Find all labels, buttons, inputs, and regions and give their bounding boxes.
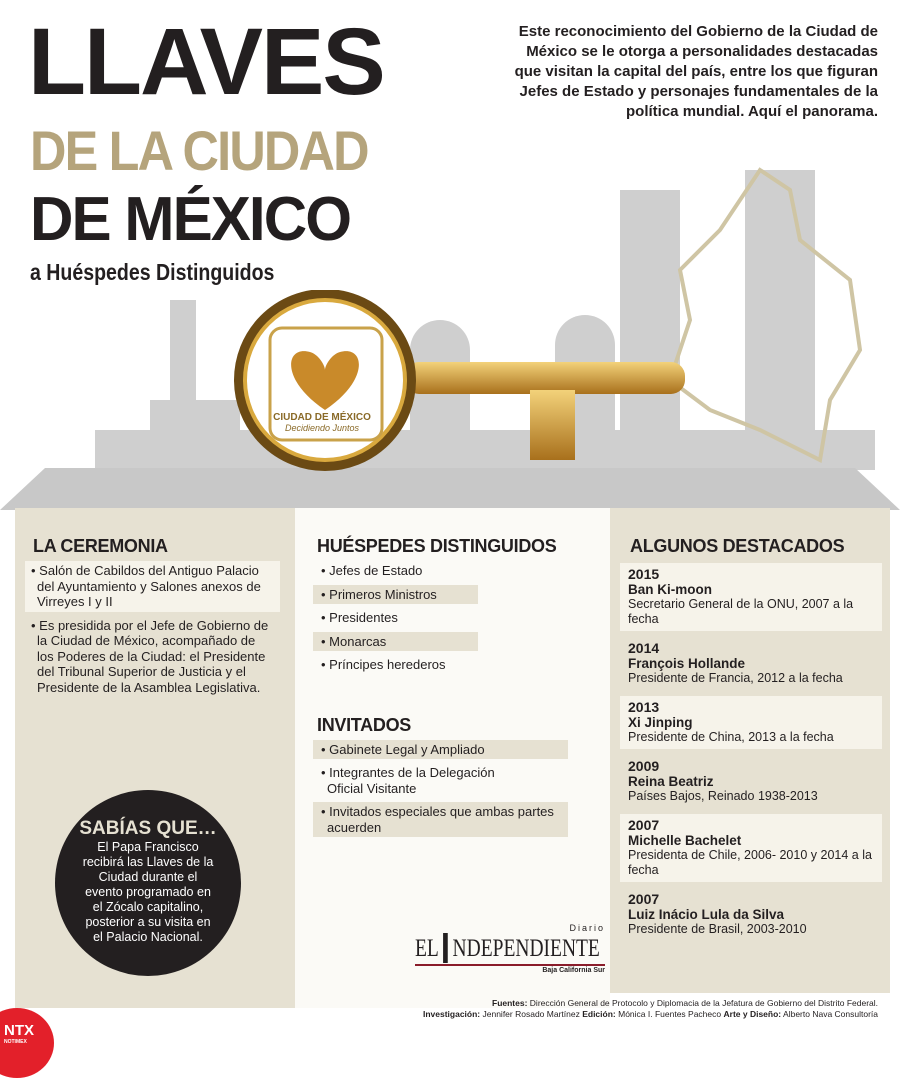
arte-label: Arte y Diseño: bbox=[723, 1009, 782, 1019]
destacado-item bbox=[620, 888, 882, 941]
huespedes-item-text: Presidentes bbox=[329, 610, 398, 625]
golden-key-illustration bbox=[230, 290, 710, 490]
destacado-year: 2013 bbox=[628, 699, 660, 715]
destacado-year: 2007 bbox=[628, 891, 660, 907]
destacado-name: Michelle Bachelet bbox=[628, 833, 742, 848]
huespedes-item-text: Primeros Ministros bbox=[329, 586, 437, 602]
invitados-item: • Invitados especiales que ambas partes acuerden bbox=[313, 802, 568, 837]
newspaper-name: NDEPENDIENTE bbox=[452, 935, 600, 962]
huespedes-panel bbox=[295, 508, 610, 1008]
destacado-name: Luiz Inácio Lula da Silva bbox=[628, 907, 785, 922]
intro-text: Este reconocimiento del Gobierno de la Ciudad de México se le otorga a personalidades destacadas que visitan la capital del país, entre los que figuran Jefes de Estado y personajes fundamentales de la política mundial. Aquí el panorama. bbox=[514, 23, 878, 120]
huespedes-item: • Presidentes bbox=[321, 610, 398, 625]
destacados-panel bbox=[610, 508, 890, 993]
invitados-heading: INVITADOS bbox=[317, 714, 411, 735]
huespedes-heading: HUÉSPEDES DISTINGUIDOS bbox=[317, 536, 557, 556]
notimex-logo bbox=[0, 1008, 54, 1078]
destacado-year: 2007 bbox=[628, 817, 660, 833]
destacado-desc: Presidente de China, 2013 a la fecha bbox=[628, 730, 834, 744]
cdmx-logo-text bbox=[272, 412, 372, 433]
destacado-name: Ban Ki-moon bbox=[628, 582, 712, 597]
fuentes-label: Fuentes: bbox=[492, 998, 528, 1008]
destacado-desc: Presidenta de Chile, 2006- 2010 y 2014 a la fecha bbox=[628, 848, 872, 877]
destacado-year: 2015 bbox=[628, 566, 660, 582]
destacado-desc: Países Bajos, Reinado 1938-2013 bbox=[628, 789, 818, 803]
title-line-2: DE LA CIUDAD bbox=[30, 119, 368, 182]
sabias-heading: SABÍAS QUE… bbox=[79, 818, 217, 839]
destacado-desc: Presidente de Francia, 2012 a la fecha bbox=[628, 671, 843, 685]
ceremonia-item: • Salón de Cabildos del Antiguo Palacio del Ayuntamiento y Salones anexos de Virreyes I y II bbox=[25, 561, 280, 612]
ceremonia-item-text: Salón de Cabildos del Antiguo Palacio del Ayuntamiento y Salones anexos de Virreyes I y II bbox=[37, 563, 261, 609]
title-line-3: DE MÉXICO bbox=[30, 185, 351, 254]
invitados-item: • Integrantes de la Delegación Oficial Visitante bbox=[321, 765, 495, 796]
destacado-item bbox=[620, 814, 882, 882]
arte-text: Alberto Nava Consultoría bbox=[783, 1009, 878, 1019]
title-line-1: LLAVES bbox=[28, 9, 384, 115]
destacado-item bbox=[620, 755, 882, 808]
subtitle: a Huéspedes Distinguidos bbox=[30, 259, 275, 285]
newspaper-diario: Diario bbox=[569, 923, 605, 933]
destacado-name: Xi Jinping bbox=[628, 715, 693, 730]
fuentes-text: Dirección General de Protocolo y Diplomacia de la Jefatura de Gobierno del Distrito Federal. bbox=[529, 998, 878, 1008]
destacado-name: Reina Beatriz bbox=[628, 774, 714, 789]
invitados-item-text: Integrantes de la Delegación Oficial Visitante bbox=[327, 765, 495, 796]
investigacion-label: Investigación: bbox=[422, 1009, 481, 1019]
huespedes-item: • Monarcas bbox=[313, 632, 478, 652]
newspaper-prefix: EL bbox=[415, 935, 439, 962]
credits bbox=[423, 998, 878, 1020]
investigacion-text: Jennifer Rosado Martínez bbox=[482, 1009, 580, 1019]
sabias-text: El Papa Francisco recibirá las Llaves de la Ciudad durante el evento programado en el Zócalo capitalino, posterior a su visita en el Palacio Nacional. bbox=[82, 840, 214, 944]
huespedes-item: • Príncipes herederos bbox=[321, 657, 446, 672]
huespedes-item-text: Príncipes herederos bbox=[329, 657, 446, 672]
destacado-item bbox=[620, 696, 882, 749]
notimex-sub: NOTIMEX bbox=[4, 1039, 27, 1045]
newspaper-rule bbox=[415, 964, 605, 966]
destacado-item bbox=[620, 637, 882, 690]
invitados-item-text: Invitados especiales que ambas partes acuerden bbox=[327, 804, 554, 835]
ceremonia-item: • Es presidida por el Jefe de Gobierno de la Ciudad de México, acompañado de los Poderes de la Ciudad: el Presidente del Tribunal Superior de Justicia y el Presidente de la Asamblea Legislativa. bbox=[31, 617, 269, 695]
el-independiente-logo bbox=[415, 923, 605, 974]
destacado-desc: Secretario General de la ONU, 2007 a la fecha bbox=[628, 597, 854, 626]
cdmx-logo-slogan: Decidiendo Juntos bbox=[284, 423, 360, 433]
newspaper-region: Baja California Sur bbox=[542, 967, 605, 974]
destacado-item bbox=[620, 563, 882, 631]
invitados-item: • Gabinete Legal y Ampliado bbox=[313, 740, 568, 760]
notimex-name: NTX bbox=[4, 1022, 34, 1039]
destacado-name: François Hollande bbox=[628, 656, 746, 671]
destacado-desc: Presidente de Brasil, 2003-2010 bbox=[628, 922, 807, 936]
huespedes-item-text: Monarcas bbox=[329, 633, 387, 649]
destacado-year: 2009 bbox=[628, 758, 660, 774]
huespedes-item-text: Jefes de Estado bbox=[329, 563, 423, 578]
huespedes-item: • Jefes de Estado bbox=[321, 563, 423, 578]
edicion-text: Mónica I. Fuentes Pacheco bbox=[618, 1009, 722, 1019]
cdmx-logo-name: CIUDAD DE MÉXICO bbox=[273, 412, 371, 423]
sabias-que-circle bbox=[55, 790, 241, 976]
destacados-heading: ALGUNOS DESTACADOS bbox=[630, 536, 845, 556]
ceremonia-item-text: Es presidida por el Jefe de Gobierno de la Ciudad de México, acompañado de los Poderes de la Ciudad: el Presidente del Tribunal Superior de Justicia y el Presidente de la Asamblea Legislativa. bbox=[37, 617, 269, 695]
huespedes-item: • Primeros Ministros bbox=[313, 585, 478, 605]
edicion-label: Edición: bbox=[582, 1009, 616, 1019]
invitados-item-text: Gabinete Legal y Ampliado bbox=[329, 741, 485, 757]
destacado-year: 2014 bbox=[628, 640, 660, 656]
angel-icon bbox=[443, 933, 448, 963]
ceremonia-heading: LA CEREMONIA bbox=[33, 536, 168, 556]
